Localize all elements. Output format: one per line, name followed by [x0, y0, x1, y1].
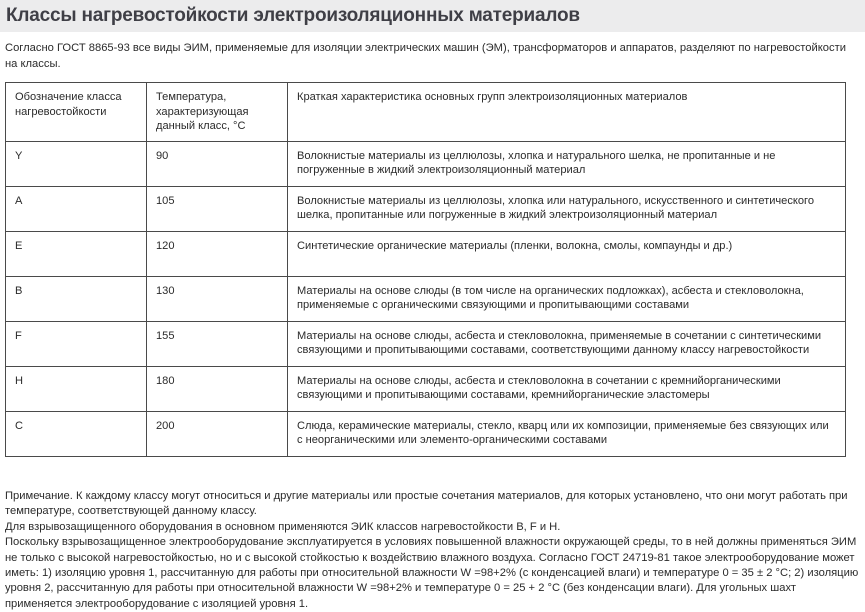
cell-class: A	[6, 186, 147, 231]
table-row	[6, 186, 846, 231]
table-head	[6, 83, 846, 142]
cell-temperature: 130	[147, 276, 288, 321]
table-header-row	[6, 83, 846, 142]
cell-temperature: 90	[147, 141, 288, 186]
cell-temperature: 155	[147, 321, 288, 366]
cell-temperature: 120	[147, 231, 288, 276]
footnote-block	[5, 489, 861, 612]
cell-description: Материалы на основе слюды, асбеста и стекловолокна, применяемые в сочетании с синтетическими связующими и пропитывающими составами, соответствующими данному классу нагревостойкости	[288, 321, 846, 366]
footnote-line-3: Поскольку взрывозащищенное электрооборудование эксплуатируется в условиях повышенной влажности окружающей среды, то в ней должны применяться ЭИМ не только с высокой нагревостойкостью, но и с высокой стойкостью к воздействию влажного воздуха. Согласно ГОСТ 24719-81 такое электрооборудование может иметь: 1) изоляцию уровня 1, рассчитанную для работы при относительной влажности W =98+2% (с конденсацией влаги) и температуре 0 = 35 ± 2 °С; 2) изоляцию уровня 2, рассчитанную для работы при относительной влажности W =98+2% и температуре 0 = 25 + 2 °С (без конденсации влаги). Для угольных шахт применяется электрооборудование с изоляцией уровня 1.	[5, 536, 859, 610]
cell-description: Синтетические органические материалы (пленки, волокна, смолы, компаунды и др.)	[288, 231, 846, 276]
title-band	[0, 0, 865, 32]
cell-temperature: 200	[147, 411, 288, 456]
footnote-line-2: Для взрывозащищенного оборудования в основном применяются ЭИК классов нагревостойкости B, F и H.	[5, 520, 561, 533]
cell-description: Волокнистые материалы из целлюлозы, хлопка или натурального, искусственного и синтетического шелка, пропитанные или погруженные в жидкий электроизоляционный материал	[288, 186, 846, 231]
cell-class: F	[6, 321, 147, 366]
cell-temperature: 105	[147, 186, 288, 231]
table-row	[6, 276, 846, 321]
column-header-description: Краткая характеристика основных групп электроизоляционных материалов	[288, 83, 846, 142]
table-row	[6, 321, 846, 366]
intro-paragraph: Согласно ГОСТ 8865-93 все виды ЭИМ, применяемые для изоляции электрических машин (ЭМ), трансформаторов и аппаратов, разделяют по нагревостойкости на классы.	[5, 42, 846, 70]
column-header-class: Обозначение класса нагревостойкости	[6, 83, 147, 142]
cell-temperature: 180	[147, 366, 288, 411]
table-body	[6, 141, 846, 456]
cell-description: Материалы на основе слюды (в том числе на органических подложках), асбеста и стекловолокна, применяемые с органическими связующими и пропитывающими составами	[288, 276, 846, 321]
table-row	[6, 231, 846, 276]
cell-class: H	[6, 366, 147, 411]
heat-resistance-table	[5, 82, 846, 457]
page-title: Классы нагревостойкости электроизоляционных материалов	[6, 5, 580, 26]
cell-description: Волокнистые материалы из целлюлозы, хлопка и натурального шелка, не пропитанные и не погруженные в жидкий электроизоляционный материал	[288, 141, 846, 186]
cell-description: Слюда, керамические материалы, стекло, кварц или их композиции, применяемые без связующих или с неорганическими или элементо-органическими составами	[288, 411, 846, 456]
table-row	[6, 366, 846, 411]
heat-resistance-table-wrapper	[5, 82, 845, 457]
cell-class: E	[6, 231, 147, 276]
cell-class: C	[6, 411, 147, 456]
cell-class: B	[6, 276, 147, 321]
cell-class: Y	[6, 141, 147, 186]
table-row	[6, 141, 846, 186]
footnote-line-1: Примечание. К каждому классу могут относиться и другие материалы или простые сочетания материалов, для которых установлено, что они могут работать при температуре, соответствующей данному классу.	[5, 490, 848, 518]
cell-description: Материалы на основе слюды, асбеста и стекловолокна в сочетании с кремнийорганическими связующими и пропитывающими составами, кремнийорганические эластомеры	[288, 366, 846, 411]
table-row	[6, 411, 846, 456]
column-header-temperature: Температура, характеризующая данный класс, °С	[147, 83, 288, 142]
